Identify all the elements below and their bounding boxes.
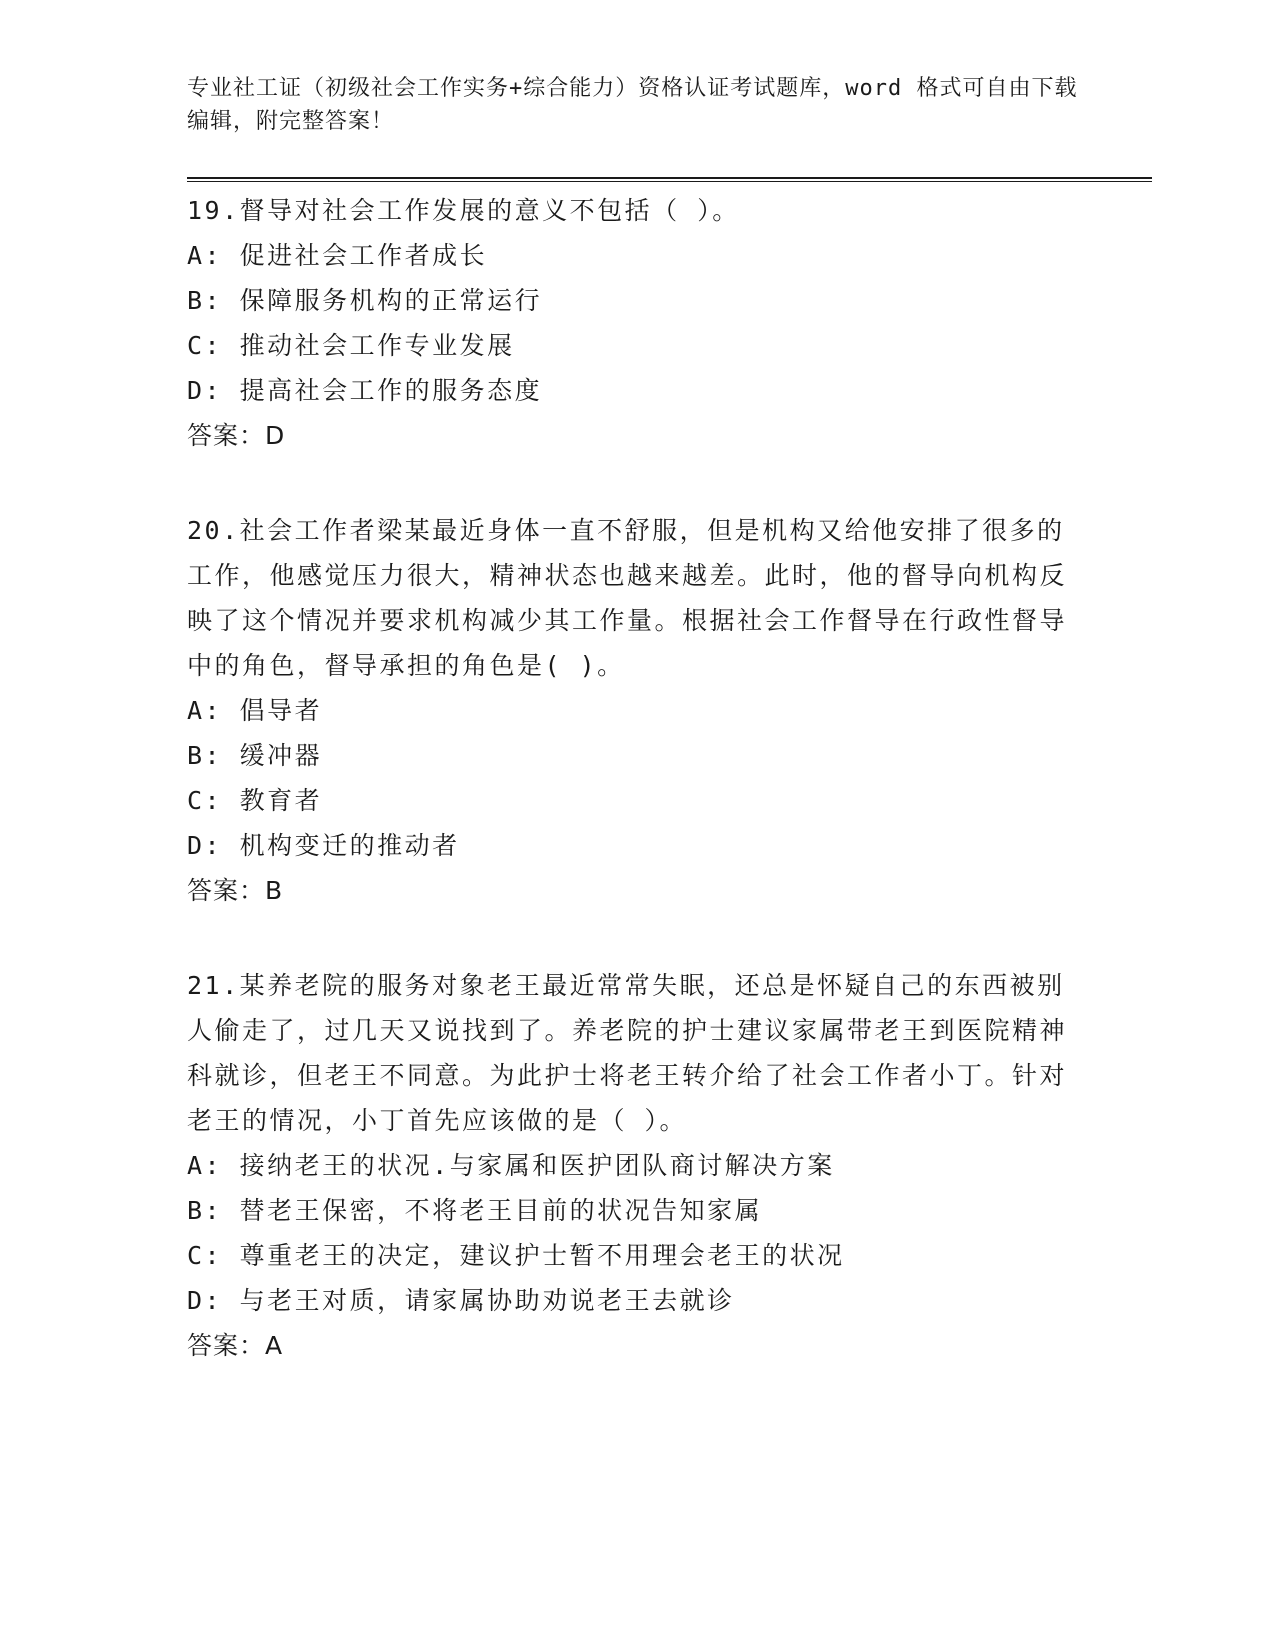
option-d: D: 提高社会工作的服务态度	[187, 376, 543, 405]
option-d: D: 与老王对质，请家属协助劝说老王去就诊	[187, 1286, 735, 1315]
question-stem: 21.某养老院的服务对象老王最近常常失眠，还总是怀疑自己的东西被别人偷走了，过几天又说找到了。养老院的护士建议家属带老王到医院精神科就诊，但老王不同意。为此护士将老王转介给了社会工作者小丁。针对老王的情况，小丁首先应该做的是（ ）。	[187, 971, 1068, 1135]
option-a: A: 接纳老王的状况.与家属和医护团队商讨解决方案	[187, 1151, 835, 1180]
question-21	[187, 963, 1087, 1368]
option-d: D: 机构变迁的推动者	[187, 831, 460, 860]
answer-line: 答案：B	[187, 876, 284, 905]
option-c: C: 尊重老王的决定，建议护士暂不用理会老王的状况	[187, 1241, 845, 1270]
header-divider	[187, 177, 1152, 182]
option-b: B: 替老王保密，不将老王目前的状况告知家属	[187, 1196, 763, 1225]
document-header: 专业社工证（初级社会工作实务+综合能力）资格认证考试题库，word 格式可自由下载编辑，附完整答案！	[187, 76, 1078, 134]
option-a: A: 倡导者	[187, 696, 323, 725]
option-a: A: 促进社会工作者成长	[187, 241, 488, 270]
question-19	[187, 188, 1087, 458]
question-stem: 19.督导对社会工作发展的意义不包括（ ）。	[187, 196, 740, 225]
option-b: B: 保障服务机构的正常运行	[187, 286, 543, 315]
answer-line: 答案：D	[187, 421, 286, 450]
question-20	[187, 508, 1087, 913]
option-c: C: 教育者	[187, 786, 323, 815]
option-c: C: 推动社会工作专业发展	[187, 331, 515, 360]
question-stem: 20.社会工作者梁某最近身体一直不舒服，但是机构又给他安排了很多的工作，他感觉压力很大，精神状态也越来越差。此时，他的督导向机构反映了这个情况并要求机构减少其工作量。根据社会工作督导在行政性督导中的角色，督导承担的角色是( )。	[187, 516, 1068, 680]
answer-line: 答案：A	[187, 1331, 284, 1360]
option-b: B: 缓冲器	[187, 741, 323, 770]
